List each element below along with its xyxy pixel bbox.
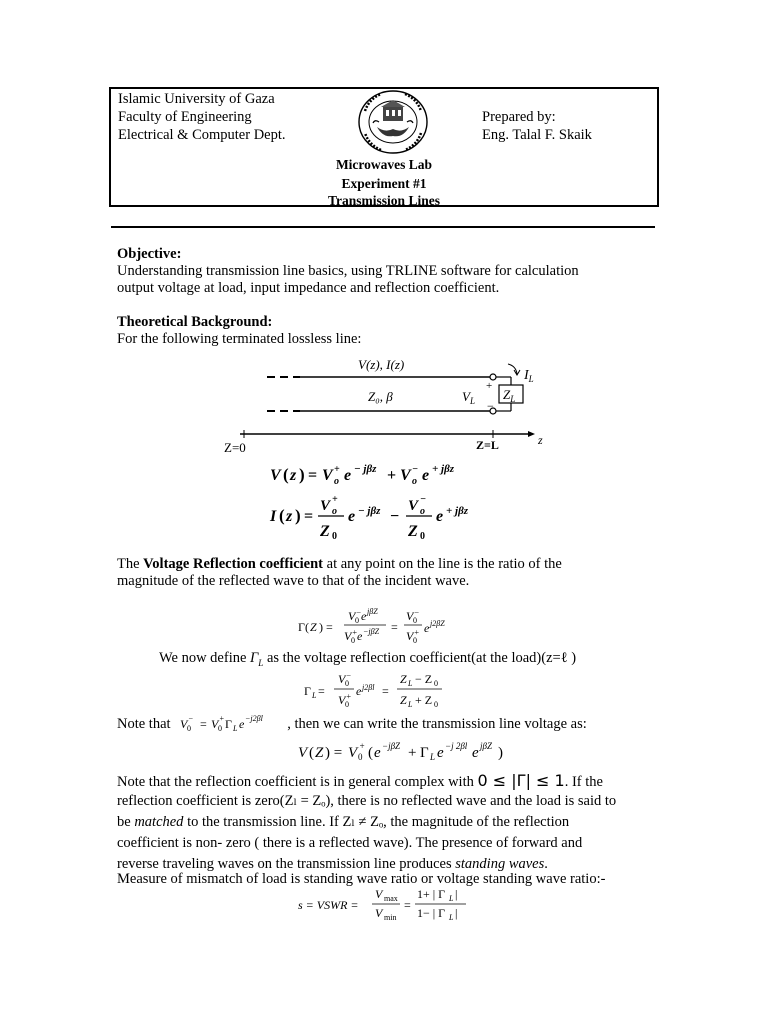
svg-text:−: − [414, 608, 420, 617]
department-name: Electrical & Computer Dept. [118, 127, 286, 143]
svg-text:−jβZ: −jβZ [382, 741, 401, 751]
svg-text:z: z [290, 467, 297, 484]
svg-text:z: z [286, 508, 293, 525]
svg-text:L: L [233, 724, 238, 733]
svg-text:0: 0 [332, 531, 337, 540]
svg-text:e: e [472, 745, 479, 761]
para2-line-5: reverse traveling waves on the transmission line produces standing waves. [117, 856, 548, 872]
svg-text:V: V [270, 467, 281, 484]
svg-text:0: 0 [351, 636, 355, 645]
svg-text:−: − [346, 671, 352, 680]
prepared-by-label: Prepared by: [482, 109, 556, 125]
svg-text:(: ( [368, 745, 373, 761]
para2-line-2: reflection coefficient is zero(Zₗ = Zₒ), there is no reflected wave and the load is said to [117, 793, 617, 809]
svg-text:+: + [387, 467, 397, 484]
author-name: Eng. Talal F. Skaik [482, 127, 592, 143]
svg-text:o: o [420, 506, 425, 517]
svg-text:V: V [406, 609, 414, 623]
svg-text:V: V [408, 498, 419, 514]
svg-text:Γ: Γ [420, 745, 429, 761]
svg-text:V: V [400, 467, 411, 484]
vl-label: $V_L$ [462, 389, 475, 406]
svg-text:Z: Z [320, 523, 330, 540]
svg-text:e: e [356, 684, 362, 698]
svg-text:V: V [406, 629, 414, 643]
svg-text:I: I [270, 508, 277, 525]
svg-text:e: e [424, 621, 430, 635]
svg-text:o: o [412, 476, 417, 487]
svg-text:− jβz: − jβz [358, 505, 381, 517]
svg-text:=: = [382, 684, 389, 698]
svg-text:0: 0 [345, 700, 349, 709]
svg-text:e: e [437, 745, 444, 761]
svg-text:1− | Γ: 1− | Γ [417, 906, 446, 920]
background-intro: For the following terminated lossless line: [117, 331, 362, 347]
svg-text:|: | [455, 906, 458, 920]
svg-text:e: e [422, 467, 430, 484]
svg-text:jβZ: jβZ [367, 607, 378, 616]
svg-text:−j 2βl: −j 2βl [445, 741, 468, 751]
experiment-topic: Transmission Lines [328, 193, 440, 208]
objective-heading: Objective: [117, 246, 182, 262]
svg-text:=: = [404, 898, 411, 912]
svg-text:+: + [334, 464, 340, 475]
svg-text:−: − [420, 494, 427, 505]
svg-text:−jβZ: −jβZ [363, 627, 380, 636]
note-line: Note that , then we can write the transmission line voltage as: [117, 716, 587, 732]
reflection-paragraph-line-2: magnitude of the reflected wave to that of the incident wave. [117, 573, 470, 589]
svg-text:Γ: Γ [304, 684, 311, 698]
svg-text:Z: Z [310, 620, 317, 634]
svg-text:0: 0 [345, 679, 349, 688]
svg-text:L: L [449, 913, 454, 922]
svg-text:): ) [498, 745, 503, 761]
university-name: Islamic University of Gaza [118, 91, 275, 107]
svg-text:0: 0 [187, 724, 191, 733]
svg-text:V: V [348, 745, 358, 761]
svg-text:|: | [455, 887, 458, 901]
svg-text:+: + [219, 714, 225, 723]
svg-text:=: = [318, 684, 325, 698]
svg-text:− jβz: − jβz [354, 463, 377, 475]
z0-beta-label: Z₀, β [368, 389, 393, 404]
vswr-equation [296, 884, 486, 924]
z-equals-l-label: Z=L [476, 438, 499, 452]
svg-text:V: V [344, 629, 352, 643]
para2-line-3: be matched to the transmission line. If Zₗ ≠ Zₒ, the magnitude of the reflection [117, 814, 570, 830]
svg-text:) =: ) = [325, 745, 343, 761]
voltage-current-equations [266, 458, 516, 540]
svg-text:max: max [384, 894, 398, 903]
svg-text:0: 0 [218, 724, 222, 733]
svg-text:Z: Z [315, 745, 324, 761]
svg-text:L: L [312, 691, 317, 700]
svg-text:V: V [322, 467, 333, 484]
svg-text:L: L [408, 700, 413, 709]
svg-text:=: = [304, 508, 314, 525]
para2-line-1: Note that the reflection coefficient is in general complex with 0 ≤ |Γ| ≤ 1. If the [117, 771, 603, 790]
svg-text:0: 0 [434, 679, 438, 688]
svg-text:+: + [359, 741, 366, 751]
voltage-standing-equation [296, 736, 516, 766]
svg-text:+ Z: + Z [415, 693, 433, 707]
svg-text:V: V [338, 672, 346, 686]
svg-text:V: V [298, 745, 308, 761]
svg-text:−: − [356, 608, 362, 617]
svg-text:+: + [346, 692, 352, 701]
svg-text:): ) [295, 506, 301, 525]
svg-text:jβZ: jβZ [480, 741, 492, 751]
svg-text:+: + [486, 380, 493, 392]
svg-text:e: e [348, 508, 356, 525]
background-heading: Theoretical Background: [117, 314, 273, 330]
experiment-number: Experiment #1 [341, 176, 427, 191]
svg-text:−: − [412, 464, 419, 475]
svg-text:e: e [436, 508, 444, 525]
svg-text:+: + [408, 745, 417, 761]
svg-text:+: + [332, 494, 338, 505]
svg-text:L: L [430, 752, 436, 762]
svg-text:=: = [200, 717, 207, 731]
svg-text:V: V [320, 498, 331, 514]
vz-iz-label: V(z), I(z) [358, 357, 405, 372]
svg-text:0: 0 [358, 752, 363, 762]
svg-text:Γ: Γ [225, 717, 232, 731]
svg-text:− Z: − Z [415, 672, 433, 686]
para2-line-4: coefficient is non- zero ( there is a reflected wave). The presence of forward and [117, 835, 583, 851]
svg-text:0: 0 [413, 616, 417, 625]
lab-title: Microwaves Lab [335, 157, 433, 172]
svg-text:0: 0 [355, 616, 359, 625]
svg-text:e: e [239, 717, 245, 731]
svg-text:−: − [188, 714, 194, 723]
v0-minus-equation [178, 710, 288, 734]
svg-text:−: − [487, 399, 494, 413]
svg-text:e: e [361, 609, 367, 623]
svg-text:−: − [390, 508, 400, 525]
header-divider [111, 226, 655, 228]
svg-text:Z: Z [400, 672, 407, 686]
svg-text:0: 0 [413, 636, 417, 645]
define-gamma-l-line: We now define $\Gamma_L$ as the voltage reflection coefficient(at the load)(z=ℓ ) [159, 650, 577, 668]
z-axis-label: z [538, 433, 543, 447]
svg-text:Z: Z [408, 523, 418, 540]
il-label: $I_L$ [524, 368, 534, 384]
svg-text:+ jβz: + jβz [446, 505, 468, 517]
svg-text:V: V [338, 693, 346, 707]
svg-text:(: ( [309, 745, 314, 761]
university-seal-logo [355, 89, 431, 155]
svg-text:0: 0 [434, 700, 438, 709]
svg-text:=: = [308, 467, 318, 484]
svg-text:Z: Z [400, 693, 407, 707]
svg-text:): ) [299, 465, 305, 484]
svg-text:e: e [344, 467, 352, 484]
svg-text:e: e [357, 629, 363, 643]
svg-text:+ jβz: + jβz [432, 463, 454, 475]
svg-text:+: + [414, 628, 420, 637]
svg-text:V: V [211, 717, 219, 731]
svg-text:V: V [180, 717, 188, 731]
zl-label: $Z_L$ [503, 387, 516, 404]
svg-text:j2βl: j2βl [362, 683, 375, 692]
faculty-name: Faculty of Engineering [118, 109, 252, 125]
svg-text:o: o [332, 506, 337, 517]
svg-text:(: ( [283, 465, 289, 484]
svg-text:V: V [375, 906, 383, 920]
svg-text:V: V [375, 887, 383, 901]
reflection-paragraph-line-1: The Voltage Reflection coefficient at any point on the line is the ratio of the [117, 556, 562, 572]
svg-text:=: = [391, 620, 398, 634]
svg-text:min: min [384, 913, 397, 922]
svg-text:(: ( [279, 506, 285, 525]
svg-text:L: L [408, 679, 413, 688]
objective-line-2: output voltage at load, input impedance and reflection coefficient. [117, 280, 500, 296]
svg-text:s = VSWR =: s = VSWR = [298, 898, 359, 912]
svg-text:1+ | Γ: 1+ | Γ [417, 887, 446, 901]
svg-text:o: o [334, 476, 339, 487]
svg-text:L: L [449, 894, 454, 903]
svg-text:+: + [352, 628, 358, 637]
gamma-z-equation [296, 602, 486, 652]
svg-text:0: 0 [420, 531, 425, 540]
objective-line-1: Understanding transmission line basics, using TRLINE software for calculation [117, 263, 579, 279]
vswr-intro: Measure of mismatch of load is standing wave ratio or voltage standing wave ratio:- [117, 871, 606, 887]
svg-text:−j2βl: −j2βl [245, 714, 263, 723]
svg-text:) =: ) = [319, 620, 333, 634]
svg-text:e: e [374, 745, 381, 761]
svg-text:Γ(: Γ( [298, 620, 309, 634]
svg-text:j2βZ: j2βZ [430, 619, 445, 628]
transmission-line-diagram [220, 352, 550, 460]
svg-text:V: V [348, 609, 356, 623]
gamma-l-equation [302, 668, 472, 714]
z-equals-zero-label: Z=0 [224, 440, 246, 455]
